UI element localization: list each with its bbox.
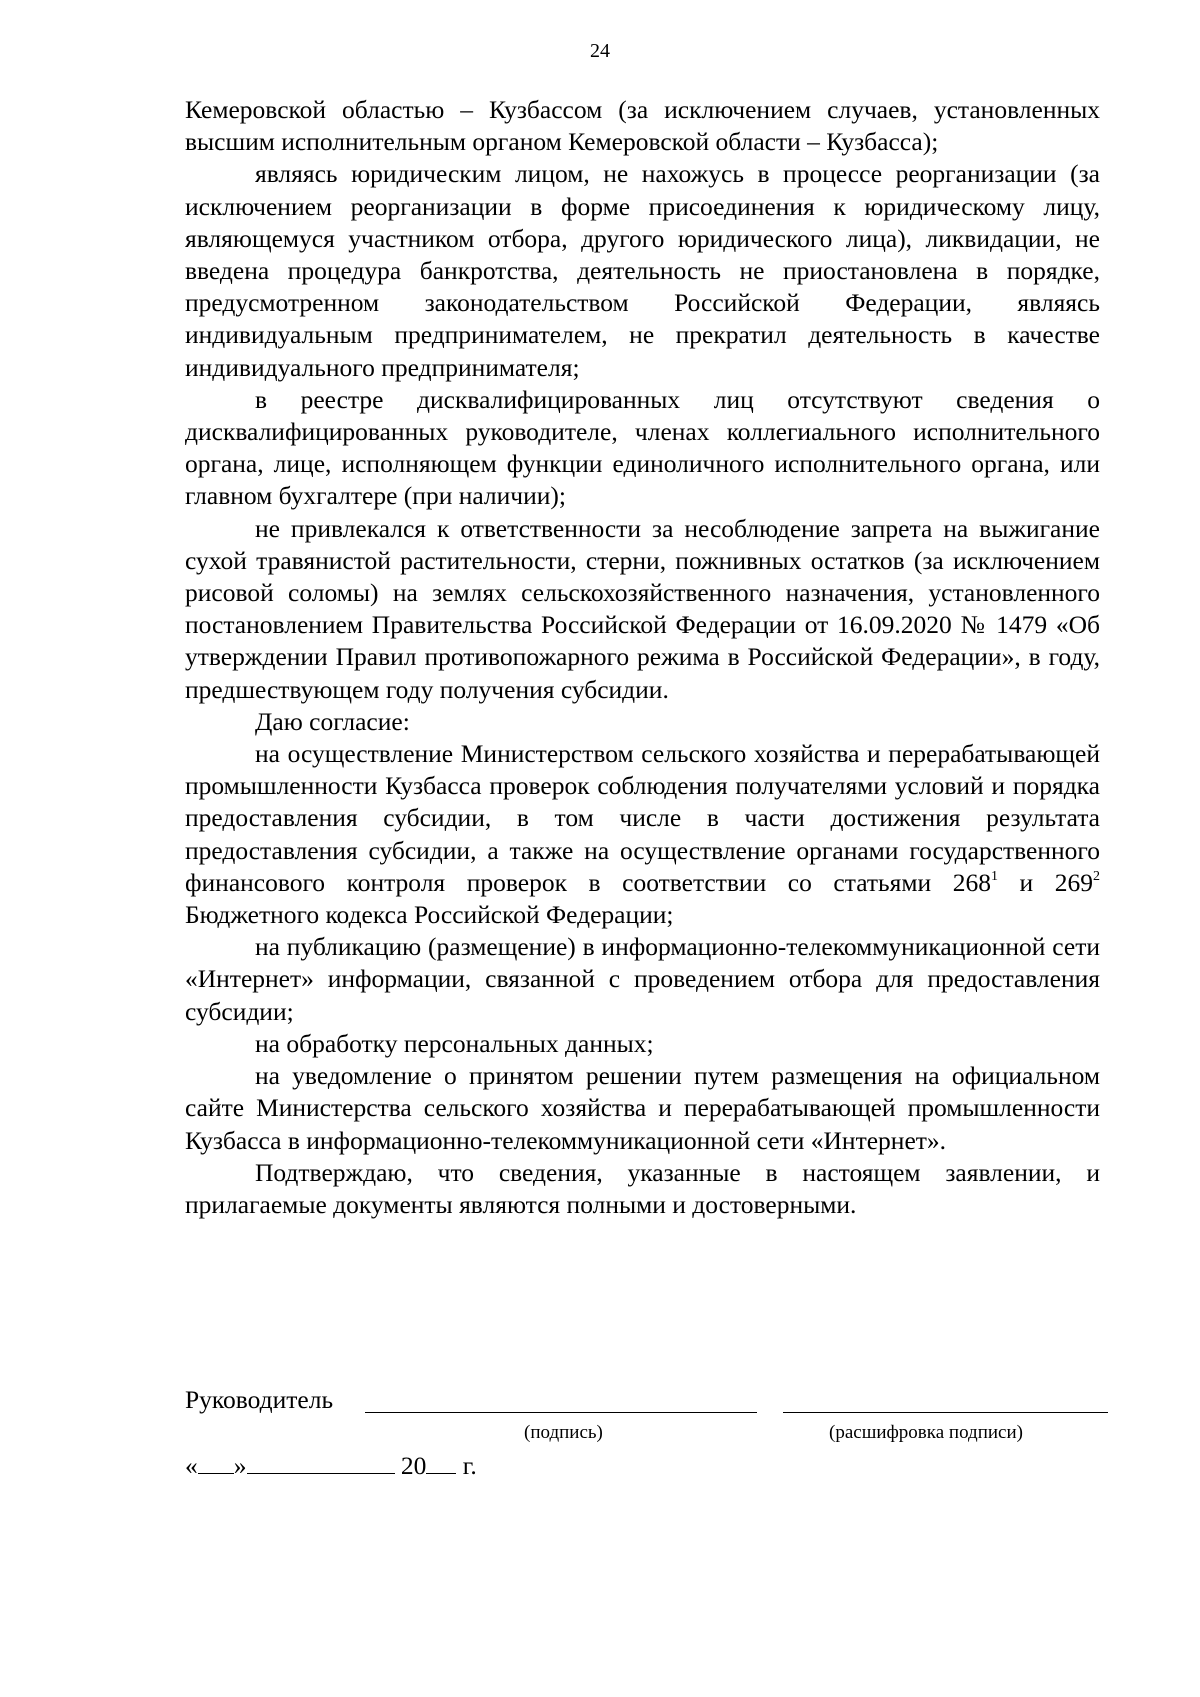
paragraph: Кемеровской областью – Кузбассом (за исключением случаев, установленных высшим исполнительным органом Кемеровской области – Кузбасса); bbox=[185, 95, 1100, 157]
paragraph: Даю согласие: bbox=[255, 706, 410, 736]
paragraph: на публикацию (размещение) в информационно-телекоммуникационной сети «Интернет» информации, связанной с проведением отбора для предоставления субсидии; bbox=[185, 932, 1100, 1026]
paragraph: являясь юридическим лицом, не нахожусь в процессе реорганизации (за исключением реорганизации в форме присоединения к юридическому лицу, являющемуся участником отбора, другого юридического лица), ликвидации, не введена процедура банкротства, деятельность не приостановлена в порядке, предусмотренном законодательством Российской Федерации, являясь индивидуальным предпринимателем, не прекратил деятельность в качестве индивидуального предпринимателя; bbox=[185, 159, 1100, 382]
date-open-quote: « bbox=[185, 1451, 198, 1480]
signature-caption: (подпись) bbox=[524, 1422, 603, 1443]
paragraph: на обработку персональных данных; bbox=[255, 1028, 654, 1058]
paragraph: в реестре дисквалифицированных лиц отсутствуют сведения о дисквалифицированных руководителе, членах коллегиального исполнительного органа, лице, исполняющем функции единоличного исполнительного органа, или главном бухгалтере (при наличии); bbox=[185, 384, 1100, 511]
signature-line bbox=[365, 1412, 757, 1413]
superscript: 2 bbox=[1093, 868, 1100, 884]
day-blank bbox=[198, 1451, 234, 1474]
date-close-quote: » bbox=[233, 1451, 247, 1480]
superscript: 1 bbox=[990, 868, 998, 884]
paragraph-consent-inspections bbox=[185, 738, 1100, 931]
signature-decoding-line bbox=[783, 1412, 1108, 1413]
month-blank bbox=[247, 1451, 395, 1474]
year-prefix: 20 bbox=[400, 1451, 427, 1480]
page-number: 24 bbox=[590, 40, 610, 62]
paragraph: Подтверждаю, что сведения, указанные в настоящем заявлении, и прилагаемые документы являются полными и достоверными. bbox=[185, 1157, 1100, 1219]
paragraph-text: и 269 bbox=[997, 867, 1093, 897]
paragraph: не привлекался к ответственности за несоблюдение запрета на выжигание сухой травянистой растительности, стерни, пожнивных остатков (за исключением рисовой соломы) на землях сельскохозяйственного назначения, установленного постановлением Правительства Российской Федерации от 16.09.2020 № 1479 «Об утверждении Правил противопожарного режима в Российской Федерации», в году, предшествующем году получения субсидии. bbox=[185, 513, 1100, 704]
document-body bbox=[185, 94, 1100, 1221]
date-line bbox=[185, 1450, 477, 1482]
signature-label: Руководитель bbox=[185, 1385, 334, 1414]
signature-decoding-caption: (расшифровка подписи) bbox=[829, 1422, 1023, 1443]
paragraph-text: на осуществление Министерством сельского хозяйства и перерабатывающей промышленности Кузбасса проверок соблюдения получателями условий и порядка предоставления субсидии, в том числе в части достижения результата предоставления субсидии, а также на осуществление органами государственного финансового контроля проверок в соответствии со статьями 268 bbox=[185, 739, 1100, 897]
signature-row bbox=[185, 1384, 1100, 1424]
year-suffix: г. bbox=[462, 1451, 477, 1480]
paragraph: на уведомление о принятом решении путем размещения на официальном сайте Министерства сельского хозяйства и перерабатывающей промышленности Кузбасса в информационно-телекоммуникационной сети «Интернет». bbox=[185, 1061, 1100, 1155]
paragraph-text: Бюджетного кодекса Российской Федерации; bbox=[185, 900, 674, 930]
year-blank bbox=[426, 1451, 456, 1474]
